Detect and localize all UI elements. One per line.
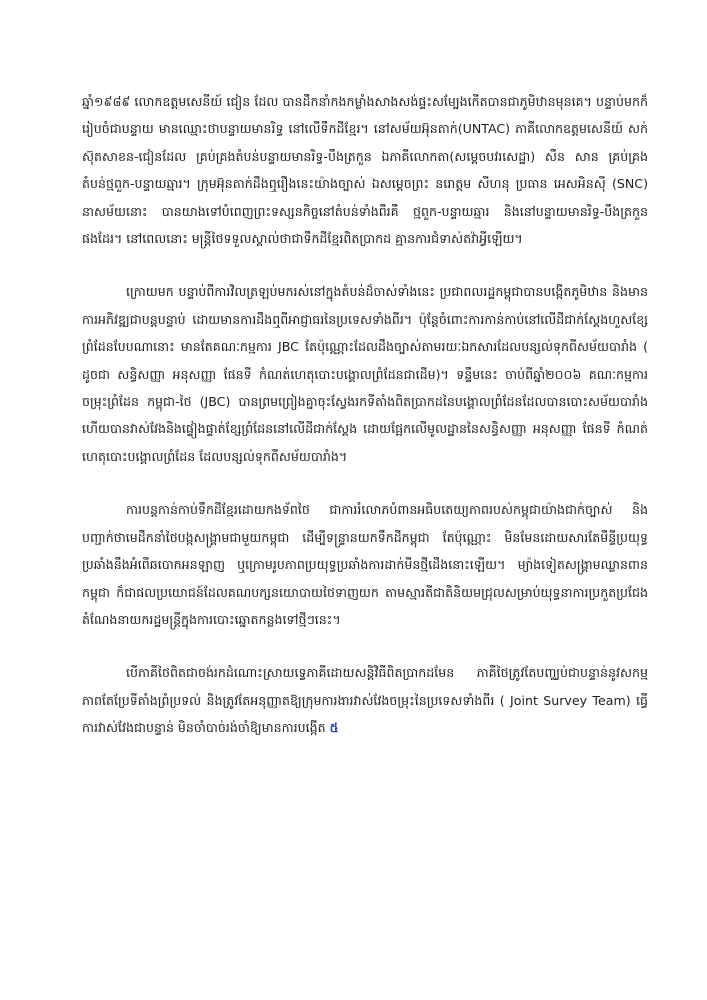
paragraph-4 (82, 659, 648, 741)
paragraph-4-text: បើភាគីថៃពិតជាចង់រកដំណោះស្រាយទ្វេភាគីដោយសន្តិវិធីពិតប្រាកដមែន ភាគីថៃត្រូវតែបញ្ឈប់ជាបន្ទាន់នូវសកម្មភាពតែប្រែទីតាំងព្រំប្រទល់ និងត្រូវតែអនុញ្ញាតឱ្យក្រុមការងារវាស់វែងចម្រុះនៃប្រទេសទាំងពីរ ( Joint Survey Team) ធ្វើការវាស់វែងជាបន្ទាន់ មិនចាំបាច់រង់ចាំឱ្យមានការបង្កើត (82, 665, 648, 736)
page-number: ៥ (329, 720, 339, 736)
paragraph-2: ក្រោយមក បន្ទាប់ពីការវិលត្រឡប់មករស់នៅក្នុងតំបន់ដ៏ចាស់ទាំងនេះ ប្រជាពលរដ្ឋកម្ពុជាបានបង្កើតភូមិឋាន និងមានការអភិវឌ្ឍជាបន្តបន្ទាប់ ដោយមានការដឹងឮពីអាជ្ញាធរនៃប្រទេសទាំងពីរ។ ប៉ុន្តែចំពោះការកាន់កាប់នៅលើដីជាក់ស្តែងហួសខ្សែព្រំដែនបែបណានោះ មានតែគណៈកម្មការ JBC តែប៉ុណ្ណោះដែលដឹងច្បាស់តាមរយៈឯកសារដែលបន្សល់ទុកពីសម័យបារាំង ( ដូចជា សន្ធិសញ្ញា អនុសញ្ញា ផែនទី កំណត់ហេតុបោះបង្គោលព្រំដែនជាដើម)។ ទន្ទឹមនេះ ចាប់ពីឆ្នាំ២០០៦ គណៈកម្មការចម្រុះព្រំដែន កម្ពុជា-ថៃ (JBC) បានព្រមព្រៀងគ្នាចុះស្វែងរកទីតាំងពិតប្រាកដនៃបង្គោលព្រំដែនដែលបានបោះសម័យបារាំង ហើយបានវាស់វែងនិងផ្ទៀងផ្ទាត់ខ្សែព្រំដែននៅលើដីជាក់ស្តែង ដោយផ្អែកលើមូលដ្ឋាននៃសន្ធិសញ្ញា អនុសញ្ញា ផែនទី កំណត់ហេតុបោះបង្គោលព្រំដែន ដែលបន្សល់ទុកពីសម័យបារាំង។ (82, 284, 648, 464)
document-body (82, 88, 648, 768)
paragraph-3: ការបន្តកាន់កាប់ទឹកដីខ្មែរដោយកងទ័ពថៃ ជាការរំលោភបំពានអធិបតេយ្យភាពរបស់កម្ពុជាយ៉ាងជាក់ច្បាស់ និងបញ្ជាក់ថាមេដឹកនាំថៃបង្កសង្គ្រាមជាមួយកម្ពុជា ដើម្បីទន្ទ្រានយកទឹកដីកម្ពុជា តែប៉ុណ្ណោះ មិនមែនដោយសារតែមីន្ទីប្រយុទ្ធប្រឆាំងនឹងអំពើឆបោកអនឡាញ ឬក្រោមរូបភាពប្រយុទ្ធប្រឆាំងការដាក់មីនថ្មីដើងនោះឡើយ។ ម្យ៉ាងទៀតសង្គ្រាមឈ្លានពានកម្ពុជា ក៏ជាផលប្រយោជន៍ដែលគណបក្សនយោបាយថៃទាញយក តាមស្មារតីជាតិនិយមជ្រុលសម្រាប់យុទ្ធនាការប្រកួតប្រជែងតំណែងនាយករដ្ឋមន្ត្រីក្នុងការបោះឆ្នោតកន្លងទៅថ្មីៗនេះ។ (82, 502, 648, 627)
paragraph-1: ឆ្នាំ១៩៨៩ លោកឧត្តមសេនីយ៍ ជៀន ដែល បានដឹកនាំកងកម្លាំងសាងសង់ផ្ទះសម្បែងកើតបានជាភូមិឋានមុនគេ។ បន្ទាប់មកក៏រៀបចំជាបន្ទាយ មានឈ្មោះថាបន្ទាយមានរិទ្ធ នៅលើទឹកដីខ្មែរ។ នៅសម័យអ៊ុនតាក់(UNTAC) ភាគីលោកឧត្តមសេនីយ៍ សក់ ស៊ុតសាខន-ជៀនដែល គ្រប់គ្រងតំបន់បន្ទាយមានរិទ្ធ-បឹងត្រកួន ឯភាគីលោកតា(សម្តេចបវរសេដ្ឋា) សឺន សាន គ្រប់គ្រងតំបន់ថ្មពួក-បន្ទាយឆ្មារ។ ក្រុមអ៊ុនតាក់ដឹងឮរឿងនេះយ៉ាងច្បាស់ ឯសម្តេចព្រះ នរោត្តម សីហនុ ប្រធាន អេសអិនស៊ី (SNC) នាសម័យនោះ បានយាងទៅបំពេញព្រះទស្សនកិច្ចនៅតំបន់ទាំងពីរគឺ ថ្មពួក-បន្ទាយឆ្មារ និងនៅបន្ទាយមានរិទ្ធ-បឹងត្រកួន ផងដែរ។ នៅពេលនោះ មន្ត្រីថៃទទួលស្គាល់ថាជាទឹកដីខ្មែរពិតប្រាកដ គ្មានការជំទាស់តវ៉ាអ្វីឡើយ។ (82, 94, 648, 247)
